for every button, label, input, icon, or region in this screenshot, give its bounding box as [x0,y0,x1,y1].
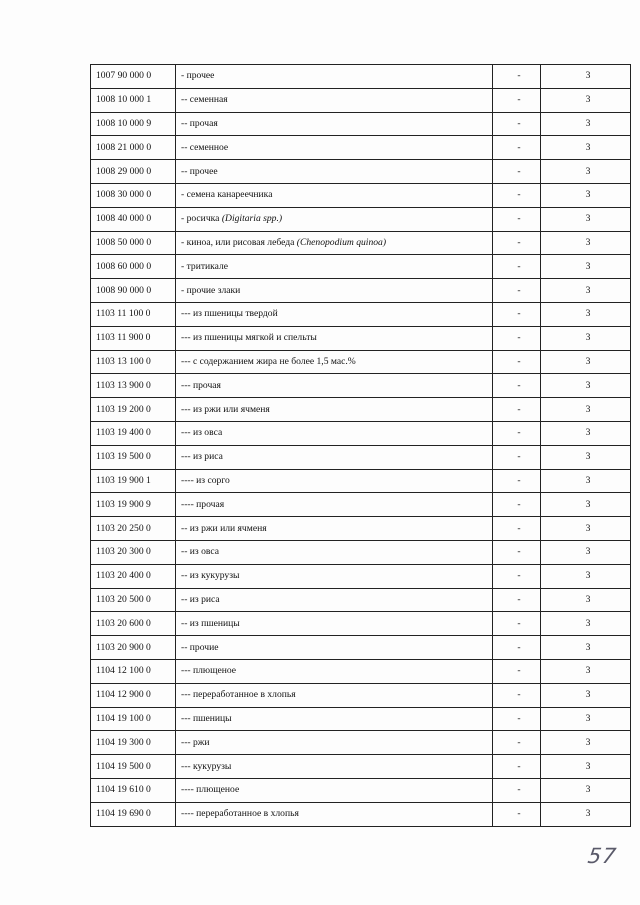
table-row [91,112,631,136]
commodity-code-cell: 1008 10 000 1 [91,88,176,112]
commodity-code-cell: 1008 50 000 0 [91,231,176,255]
description-text: --- из ржи или ячменя [181,403,270,415]
duty-cell: 3 [541,540,631,564]
description-text: --- переработанное в хлопья [181,689,296,701]
description-text: - тритикале [181,260,229,272]
commodity-code-cell: 1103 19 200 0 [91,398,176,422]
table-row [91,445,631,469]
description-cell [176,326,493,350]
duty-cell: 3 [541,279,631,303]
rate-cell: - [493,469,541,493]
description-cell [176,398,493,422]
commodity-code-cell: 1103 20 900 0 [91,636,176,660]
table-row [91,517,631,541]
commodity-code-cell: 1104 19 690 0 [91,802,176,826]
table-row [91,588,631,612]
duty-cell: 3 [541,374,631,398]
commodity-code-cell: 1103 13 100 0 [91,350,176,374]
description-text: --- плющеное [181,665,237,677]
commodity-code-cell: 1103 19 500 0 [91,445,176,469]
rate-cell: - [493,659,541,683]
table-row [91,302,631,326]
commodity-code-cell: 1104 19 500 0 [91,755,176,779]
description-latin-name: (Digitaria spp.) [221,213,283,225]
rate-cell: - [493,540,541,564]
description-cell [176,731,493,755]
duty-cell: 3 [541,445,631,469]
duty-cell: 3 [541,112,631,136]
commodity-code-cell: 1008 40 000 0 [91,207,176,231]
description-text: - киноа, или рисовая лебеда [181,236,297,248]
commodity-code-cell: 1103 20 500 0 [91,588,176,612]
description-cell [176,755,493,779]
table-row [91,183,631,207]
rate-cell: - [493,778,541,802]
description-text: --- из пшеницы мягкой и спельты [181,332,317,344]
table-row [91,207,631,231]
table-row [91,540,631,564]
duty-cell: 3 [541,469,631,493]
commodity-code-cell: 1103 19 900 1 [91,469,176,493]
rate-cell: - [493,517,541,541]
commodity-code-cell: 1103 20 250 0 [91,517,176,541]
rate-cell: - [493,65,541,89]
rate-cell: - [493,731,541,755]
description-text: ---- из сорго [181,474,230,486]
description-text: ---- плющеное [181,784,240,796]
commodity-code-cell: 1103 20 400 0 [91,564,176,588]
description-cell [176,350,493,374]
description-cell [176,683,493,707]
table-row [91,731,631,755]
commodity-code-cell: 1103 11 100 0 [91,302,176,326]
commodity-code-cell: 1103 19 900 9 [91,493,176,517]
duty-cell: 3 [541,326,631,350]
description-cell [176,469,493,493]
description-cell [176,636,493,660]
rate-cell: - [493,445,541,469]
commodity-code-cell: 1103 20 300 0 [91,540,176,564]
description-text: -- прочие [181,641,219,653]
description-cell [176,136,493,160]
description-text: -- из ржи или ячменя [181,522,267,534]
duty-cell: 3 [541,493,631,517]
description-text: -- из пшеницы [181,617,240,629]
commodity-code-cell: 1008 90 000 0 [91,279,176,303]
description-text: -- семенное [181,141,229,153]
table-row [91,160,631,184]
description-cell [176,183,493,207]
duty-cell: 3 [541,612,631,636]
description-cell [176,612,493,636]
table-row [91,374,631,398]
duty-cell: 3 [541,350,631,374]
rate-cell: - [493,207,541,231]
description-text: - росичка [181,213,222,225]
rate-cell: - [493,802,541,826]
description-cell [176,517,493,541]
description-cell [176,160,493,184]
commodity-code-cell: 1008 30 000 0 [91,183,176,207]
rate-cell: - [493,683,541,707]
rate-cell: - [493,755,541,779]
table-row [91,469,631,493]
description-text: - семена канареечника [181,189,273,201]
rate-cell: - [493,160,541,184]
description-cell [176,493,493,517]
commodity-code-cell: 1008 21 000 0 [91,136,176,160]
commodity-code-cell: 1008 29 000 0 [91,160,176,184]
description-text: --- из пшеницы твердой [181,308,278,320]
rate-cell: - [493,636,541,660]
description-cell [176,707,493,731]
rate-cell: - [493,326,541,350]
table-row [91,255,631,279]
duty-cell: 3 [541,88,631,112]
description-cell [176,112,493,136]
commodity-code-cell: 1104 19 610 0 [91,778,176,802]
description-text: -- прочая [181,117,218,129]
description-cell [176,445,493,469]
table-row [91,88,631,112]
rate-cell: - [493,493,541,517]
commodity-code-cell: 1104 12 100 0 [91,659,176,683]
rate-cell: - [493,136,541,160]
duty-cell: 3 [541,755,631,779]
description-text: --- из риса [181,451,223,463]
table-row [91,421,631,445]
description-text: - прочее [181,70,215,82]
rate-cell: - [493,374,541,398]
description-cell [176,588,493,612]
description-text: --- пшеницы [181,712,232,724]
duty-cell: 3 [541,517,631,541]
description-text: --- ржи [181,736,210,748]
commodity-code-cell: 1007 90 000 0 [91,65,176,89]
commodity-code-cell: 1103 20 600 0 [91,612,176,636]
description-text: --- из овса [181,427,223,439]
rate-cell: - [493,279,541,303]
description-text: -- из риса [181,593,220,605]
duty-cell: 3 [541,160,631,184]
duty-cell: 3 [541,636,631,660]
duty-cell: 3 [541,683,631,707]
rate-cell: - [493,231,541,255]
description-cell [176,255,493,279]
rate-cell: - [493,183,541,207]
description-text: -- из кукурузы [181,570,240,582]
table-row [91,683,631,707]
table-row [91,636,631,660]
duty-cell: 3 [541,659,631,683]
rate-cell: - [493,350,541,374]
rate-cell: - [493,398,541,422]
table-row [91,707,631,731]
duty-cell: 3 [541,136,631,160]
description-text: ---- переработанное в хлопья [181,808,299,820]
description-text: --- прочая [181,379,221,391]
handwritten-page-number: 57 [586,844,619,868]
table-row [91,231,631,255]
table-row [91,564,631,588]
description-cell [176,778,493,802]
table-row [91,398,631,422]
description-cell [176,659,493,683]
description-cell [176,421,493,445]
rate-cell: - [493,88,541,112]
description-cell [176,302,493,326]
commodity-code-cell: 1008 10 000 9 [91,112,176,136]
rate-cell: - [493,612,541,636]
duty-cell: 3 [541,731,631,755]
duty-cell: 3 [541,707,631,731]
rate-cell: - [493,302,541,326]
duty-cell: 3 [541,183,631,207]
table-row [91,279,631,303]
rate-cell: - [493,588,541,612]
description-latin-name: (Chenopodium quinoa) [296,236,387,248]
duty-cell: 3 [541,564,631,588]
description-cell [176,540,493,564]
rate-cell: - [493,707,541,731]
description-cell [176,374,493,398]
table-row [91,493,631,517]
rate-cell: - [493,112,541,136]
description-text: -- прочее [181,165,218,177]
description-text: ---- прочая [181,498,225,510]
commodity-code-cell: 1103 13 900 0 [91,374,176,398]
table-row [91,326,631,350]
duty-cell: 3 [541,398,631,422]
table-row [91,802,631,826]
commodity-code-cell: 1008 60 000 0 [91,255,176,279]
commodity-code-cell: 1104 19 300 0 [91,731,176,755]
description-cell [176,231,493,255]
duty-cell: 3 [541,207,631,231]
description-cell [176,564,493,588]
table-row [91,659,631,683]
duty-cell: 3 [541,588,631,612]
commodity-code-cell: 1103 19 400 0 [91,421,176,445]
commodity-code-cell: 1104 12 900 0 [91,683,176,707]
rate-cell: - [493,421,541,445]
commodity-code-cell: 1103 11 900 0 [91,326,176,350]
description-cell [176,88,493,112]
tariff-table [90,64,631,827]
duty-cell: 3 [541,65,631,89]
duty-cell: 3 [541,802,631,826]
description-text: --- с содержанием жира не более 1,5 мас.% [181,355,356,367]
description-cell [176,65,493,89]
table-row [91,136,631,160]
table-row [91,65,631,89]
duty-cell: 3 [541,421,631,445]
rate-cell: - [493,564,541,588]
description-cell [176,802,493,826]
table-row [91,350,631,374]
description-text: -- семенная [181,94,228,106]
rate-cell: - [493,255,541,279]
duty-cell: 3 [541,255,631,279]
table-row [91,755,631,779]
commodity-code-cell: 1104 19 100 0 [91,707,176,731]
duty-cell: 3 [541,231,631,255]
description-text: - прочие злаки [181,284,241,296]
description-cell [176,279,493,303]
description-text: -- из овса [181,546,220,558]
description-text: --- кукурузы [181,760,232,772]
duty-cell: 3 [541,778,631,802]
table-row [91,778,631,802]
duty-cell: 3 [541,302,631,326]
description-cell [176,207,493,231]
tariff-table-body [91,65,631,827]
table-row [91,612,631,636]
